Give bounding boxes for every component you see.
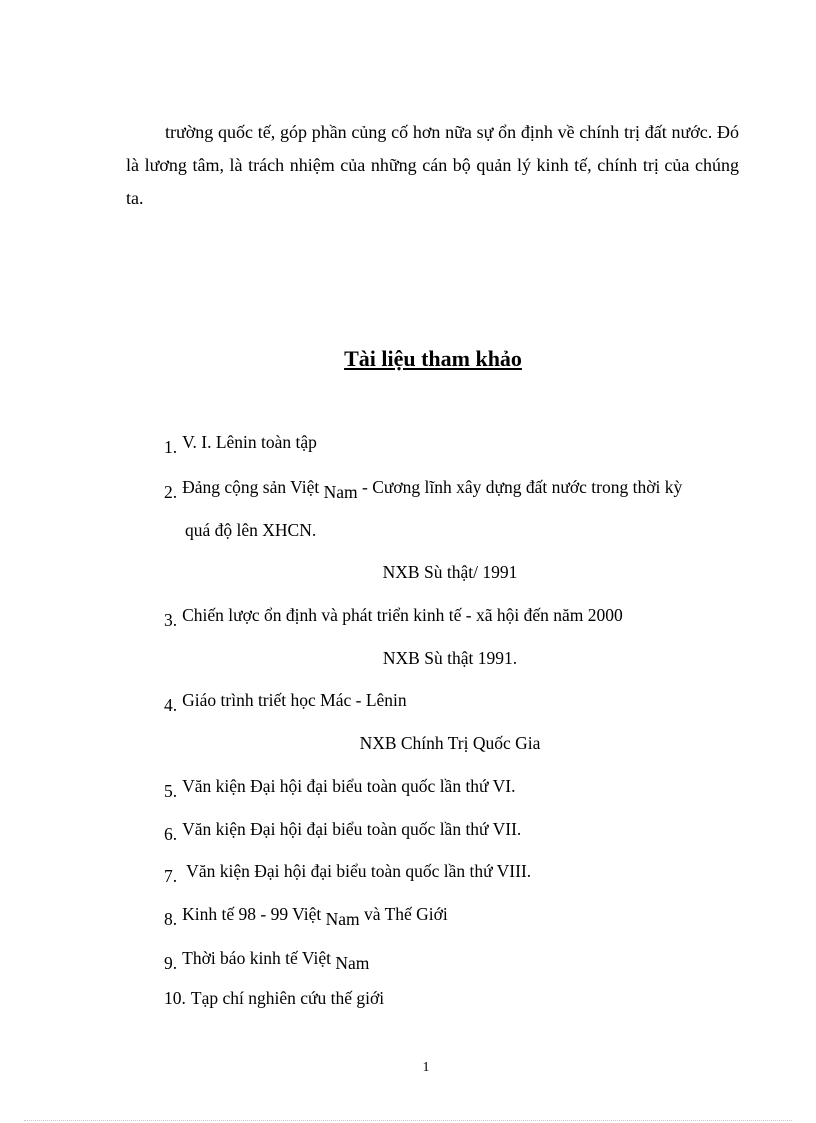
reference-text: Văn kiện Đại hội đại biểu toàn quốc lần thứ VII.	[182, 819, 522, 839]
reference-item	[164, 988, 384, 1009]
reference-text-lowered: Nam	[335, 953, 370, 973]
reference-publisher: NXB Sù thật/ 1991	[382, 562, 518, 582]
reference-number: 4.	[164, 695, 178, 715]
reference-number: 9.	[164, 953, 178, 973]
page-bottom-divider	[24, 1120, 792, 1121]
reference-number: 8.	[164, 909, 178, 929]
reference-number: 7.	[164, 866, 178, 886]
reference-continuation: quá độ lên XHCN.	[185, 520, 317, 540]
body-paragraph: trường quốc tế, góp phần củng cố hơn nữa sự ổn định về chính trị đất nước. Đó là lương tâm, là trách nhiệm của những cán bộ quản lý kinh tế, chính trị của chúng ta.	[126, 122, 739, 208]
reference-item	[164, 432, 317, 457]
reference-text: V. I. Lênin toàn tập	[182, 432, 317, 452]
reference-text: Đảng cộng sản Việt	[182, 477, 324, 497]
reference-text: Văn kiện Đại hội đại biểu toàn quốc lần thứ VI.	[182, 776, 516, 796]
reference-text: và Thế Giới	[359, 904, 448, 924]
reference-item	[164, 776, 516, 801]
reference-text: Giáo trình triết học Mác - Lênin	[182, 690, 407, 710]
reference-number: 5.	[164, 781, 178, 801]
reference-item	[164, 605, 623, 630]
reference-text: Văn kiện Đại hội đại biểu toàn quốc lần thứ VIII.	[182, 861, 532, 881]
reference-item	[164, 861, 532, 886]
page-number: 1	[422, 1060, 430, 1075]
reference-text: - Cương lĩnh xây dựng đất nước trong thời kỳ	[357, 477, 683, 497]
reference-publisher: NXB Chính Trị Quốc Gia	[359, 733, 541, 753]
reference-item	[164, 819, 522, 844]
reference-text: Chiến lược ổn định và phát triển kinh tế - xã hội đến năm 2000	[182, 605, 623, 625]
reference-text-lowered: Nam	[323, 482, 358, 502]
reference-number: 2.	[164, 482, 178, 502]
reference-item	[164, 948, 370, 973]
reference-text: Kinh tế 98 - 99 Việt	[182, 904, 326, 924]
reference-text: Tạp chí nghiên cứu thế giới	[190, 988, 385, 1008]
reference-number: 3.	[164, 610, 178, 630]
references-heading: Tài liệu tham khảo	[344, 346, 522, 371]
reference-text-lowered: Nam	[325, 909, 360, 929]
reference-number: 10.	[164, 988, 186, 1008]
reference-item	[164, 477, 683, 502]
reference-publisher: NXB Sù thật 1991.	[382, 648, 518, 668]
reference-number: 1.	[164, 437, 178, 457]
reference-number: 6.	[164, 824, 178, 844]
reference-item	[164, 904, 448, 929]
reference-text: Thời báo kinh tế Việt	[182, 948, 336, 968]
reference-item	[164, 690, 407, 715]
